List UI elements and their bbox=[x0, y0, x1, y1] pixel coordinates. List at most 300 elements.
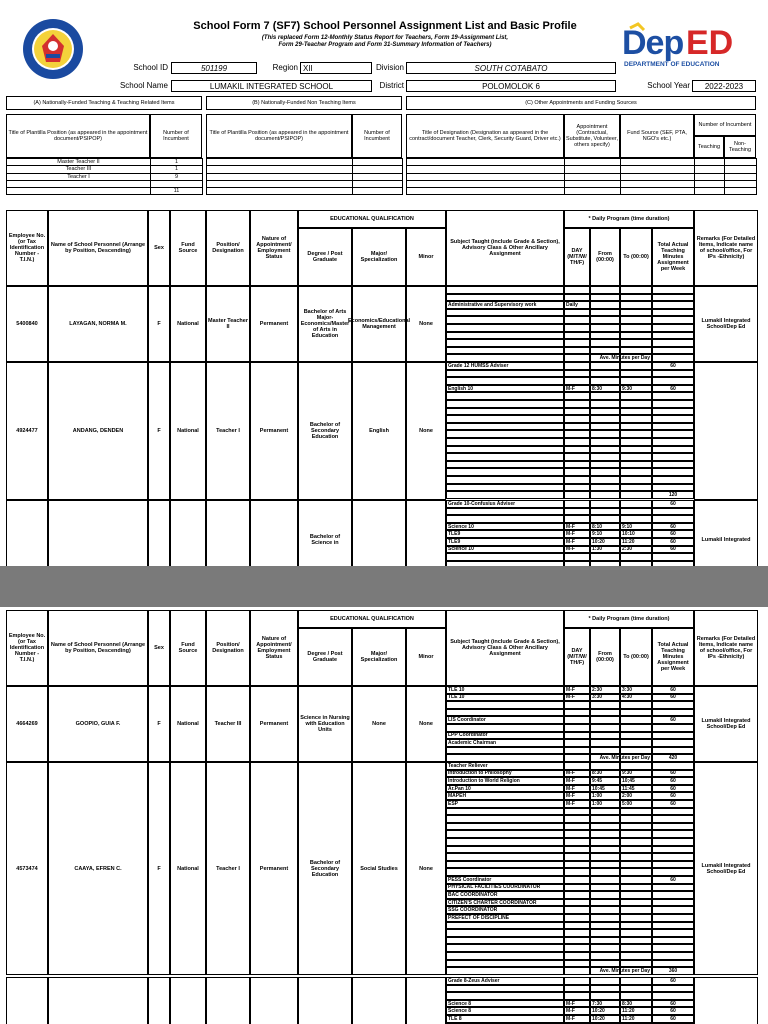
schedule-to: 11:20 bbox=[620, 1015, 652, 1023]
col-position: Position/ Designation bbox=[206, 210, 250, 286]
schedule-minutes bbox=[652, 922, 694, 930]
schedule-minutes bbox=[652, 739, 694, 747]
schedule-to bbox=[620, 461, 652, 469]
schedule-from bbox=[590, 884, 620, 892]
schedule-subject: BAC COORDINATOR bbox=[446, 891, 564, 899]
schedule-day bbox=[564, 914, 590, 922]
schedule-subject bbox=[446, 324, 564, 332]
schedule-to bbox=[620, 377, 652, 385]
school-name-label: School Name bbox=[119, 81, 168, 90]
schedule-day: M-F bbox=[564, 1000, 590, 1008]
schedule-minutes: 60 bbox=[652, 1007, 694, 1015]
schedule-to bbox=[620, 823, 652, 831]
schedule-day bbox=[564, 808, 590, 816]
personnel-nature bbox=[250, 500, 298, 566]
schedule-from bbox=[590, 838, 620, 846]
schedule-to bbox=[620, 716, 652, 724]
schedule-day bbox=[564, 716, 590, 724]
schedule-subject bbox=[446, 838, 564, 846]
schedule-day bbox=[564, 985, 590, 993]
schedule-day: M-F bbox=[564, 792, 590, 800]
summary-row bbox=[7, 166, 203, 173]
personnel-degree: Bachelor of Arts Major-Economics/Master of Arts in Education bbox=[298, 286, 352, 362]
schedule-from bbox=[590, 294, 620, 302]
personnel-nature: Permanent bbox=[250, 686, 298, 762]
summary-c-col4: Number of Incumbent bbox=[694, 114, 756, 136]
personnel-position: Teacher I bbox=[206, 362, 250, 500]
schedule-to: 9:10 bbox=[620, 523, 652, 531]
schedule-from bbox=[590, 868, 620, 876]
schedule-day bbox=[564, 392, 590, 400]
schedule-to bbox=[620, 868, 652, 876]
schedule-day bbox=[564, 453, 590, 461]
schedule-minutes: 60 bbox=[652, 362, 694, 370]
schedule-minutes: 60 bbox=[652, 500, 694, 508]
average-minutes-value: 360 bbox=[652, 967, 694, 975]
schedule-minutes bbox=[652, 476, 694, 484]
schedule-subject bbox=[446, 944, 564, 952]
schedule-subject bbox=[446, 952, 564, 960]
personnel-minor: None bbox=[406, 686, 446, 762]
col-fund-source: Fund Source bbox=[170, 210, 206, 286]
schedule-to bbox=[620, 985, 652, 993]
schedule-day bbox=[564, 747, 590, 755]
schedule-from: 8:30 bbox=[590, 770, 620, 778]
school-year-field[interactable]: 2022-2023 bbox=[692, 80, 756, 92]
summary-position-title: Teacher III bbox=[7, 166, 151, 173]
schedule-from bbox=[590, 515, 620, 523]
schedule-from bbox=[590, 922, 620, 930]
division-field[interactable]: SOUTH COTABATO bbox=[406, 62, 616, 74]
schedule-to bbox=[620, 815, 652, 823]
personnel-remarks: Lumakil Integrated School/Dep Ed bbox=[694, 686, 758, 762]
personnel-name: GOOPIO, GUIA F. bbox=[48, 686, 148, 762]
schedule-to bbox=[620, 853, 652, 861]
schedule-from bbox=[590, 891, 620, 899]
schedule-day bbox=[564, 294, 590, 302]
personnel-remarks bbox=[694, 977, 758, 1024]
schedule-day bbox=[564, 992, 590, 1000]
schedule-from bbox=[590, 339, 620, 347]
personnel-minor bbox=[406, 977, 446, 1024]
schedule-minutes bbox=[652, 830, 694, 838]
schedule-from: 8:30 bbox=[590, 385, 620, 393]
schedule-day bbox=[564, 515, 590, 523]
summary-row bbox=[407, 173, 757, 180]
personnel-name: LAYAGAN, NORMA M. bbox=[48, 286, 148, 362]
schedule-from bbox=[590, 906, 620, 914]
schedule-to bbox=[620, 906, 652, 914]
schedule-subject bbox=[446, 922, 564, 930]
schedule-to bbox=[620, 747, 652, 755]
schedule-minutes: 60 bbox=[652, 538, 694, 546]
schedule-to bbox=[620, 294, 652, 302]
schedule-day bbox=[564, 362, 590, 370]
schedule-to bbox=[620, 884, 652, 892]
schedule-day bbox=[564, 286, 590, 294]
school-year-label: School Year bbox=[647, 81, 690, 90]
district-field[interactable]: POLOMOLOK 6 bbox=[406, 80, 616, 92]
col-subject: Subject Taught (include Grade & Section), Advisory Class & Other Ancillary Assignment bbox=[446, 210, 564, 286]
schedule-from bbox=[590, 362, 620, 370]
schedule-to bbox=[620, 430, 652, 438]
schedule-from bbox=[590, 823, 620, 831]
personnel-position: Master Teacher II bbox=[206, 286, 250, 362]
schedule-minutes: 60 bbox=[652, 385, 694, 393]
region-field[interactable]: XII bbox=[300, 62, 372, 74]
schedule-day bbox=[564, 701, 590, 709]
schedule-day: M-F bbox=[564, 523, 590, 531]
schedule-minutes bbox=[652, 515, 694, 523]
summary-b-col1: Title of Plantilla Position (as appeared in the appointment document/PSIPOP) bbox=[206, 114, 352, 158]
personnel-minor: None bbox=[406, 286, 446, 362]
form-title: School Form 7 (SF7) School Personnel Assignment List and Basic Profile bbox=[193, 20, 577, 32]
schedule-from bbox=[590, 476, 620, 484]
summary-row bbox=[407, 159, 757, 166]
personnel-name bbox=[48, 977, 148, 1024]
schedule-subject: Academic Chairman bbox=[446, 739, 564, 747]
schedule-day bbox=[564, 709, 590, 717]
schedule-to bbox=[620, 762, 652, 770]
summary-row bbox=[207, 188, 403, 195]
schedule-from bbox=[590, 491, 620, 499]
form-note-2: Form 29-Teacher Program and Form 31-Summary Information of Teachers) bbox=[278, 42, 492, 48]
schedule-day: M-F bbox=[564, 385, 590, 393]
schedule-day bbox=[564, 868, 590, 876]
schedule-from bbox=[590, 453, 620, 461]
schedule-from bbox=[590, 985, 620, 993]
schedule-from bbox=[590, 739, 620, 747]
schedule-subject bbox=[446, 985, 564, 993]
schedule-subject bbox=[446, 415, 564, 423]
schedule-day: Daily bbox=[564, 301, 590, 309]
schedule-minutes bbox=[652, 316, 694, 324]
schedule-subject bbox=[446, 846, 564, 854]
personnel-degree: Bachelor of Science in bbox=[298, 500, 352, 566]
schedule-from: 10:20 bbox=[590, 1015, 620, 1023]
schedule-to bbox=[620, 861, 652, 869]
schedule-subject bbox=[446, 861, 564, 869]
schedule-minutes bbox=[652, 952, 694, 960]
personnel-major: Social Studies bbox=[352, 762, 406, 975]
summary-row bbox=[207, 159, 403, 166]
schedule-day bbox=[564, 861, 590, 869]
personnel-fund-source: National bbox=[170, 686, 206, 762]
schedule-day bbox=[564, 309, 590, 317]
schedule-to bbox=[620, 508, 652, 516]
personnel-name bbox=[48, 500, 148, 566]
schedule-minutes bbox=[652, 324, 694, 332]
schedule-to bbox=[620, 286, 652, 294]
schedule-day bbox=[564, 922, 590, 930]
schedule-subject: Science 10 bbox=[446, 523, 564, 531]
schedule-subject bbox=[446, 508, 564, 516]
schedule-day: M-F bbox=[564, 686, 590, 694]
schedule-minutes bbox=[652, 438, 694, 446]
schedule-to bbox=[620, 339, 652, 347]
summary-c-col1: Title of Designation (Designation as appeared in the contract/document Teacher, Clerk, Security Guard, Driver etc.) bbox=[406, 114, 564, 158]
schedule-from bbox=[590, 960, 620, 968]
schedule-subject bbox=[446, 808, 564, 816]
schedule-day bbox=[564, 370, 590, 378]
schedule-day bbox=[564, 430, 590, 438]
schedule-day bbox=[564, 324, 590, 332]
summary-row bbox=[207, 180, 403, 187]
schedule-from bbox=[590, 716, 620, 724]
summary-a-col2: Number of Incumbent bbox=[150, 114, 202, 158]
schedule-day bbox=[564, 461, 590, 469]
schedule-minutes bbox=[652, 339, 694, 347]
personnel-sex: F bbox=[148, 362, 170, 500]
summary-row bbox=[207, 173, 403, 180]
schedule-minutes: 60 bbox=[652, 686, 694, 694]
average-minutes-label: Ave. Minutes per Day bbox=[446, 754, 652, 762]
summary-row bbox=[7, 173, 203, 180]
schedule-subject bbox=[446, 561, 564, 566]
schedule-to bbox=[620, 400, 652, 408]
col-fund-source: Fund Source bbox=[170, 610, 206, 686]
schedule-from bbox=[590, 286, 620, 294]
schedule-minutes bbox=[652, 868, 694, 876]
schedule-to: 3:30 bbox=[620, 686, 652, 694]
schedule-to bbox=[620, 701, 652, 709]
schedule-subject bbox=[446, 453, 564, 461]
schedule-to: 4:30 bbox=[620, 694, 652, 702]
schedule-day bbox=[564, 553, 590, 561]
schedule-to bbox=[620, 876, 652, 884]
schedule-minutes bbox=[652, 453, 694, 461]
personnel-remarks: Lumakil Integrated bbox=[694, 500, 758, 566]
summary-row bbox=[7, 180, 203, 187]
schedule-from: 9:45 bbox=[590, 777, 620, 785]
school-id-field[interactable]: 501199 bbox=[171, 62, 257, 74]
schedule-minutes: 60 bbox=[652, 530, 694, 538]
schedule-minutes: 60 bbox=[652, 777, 694, 785]
schedule-subject bbox=[446, 515, 564, 523]
schedule-day bbox=[564, 739, 590, 747]
schedule-to bbox=[620, 561, 652, 566]
schedule-to bbox=[620, 992, 652, 1000]
schedule-day bbox=[564, 347, 590, 355]
schedule-minutes bbox=[652, 461, 694, 469]
schedule-subject: Grade 10-Confusius Adviser bbox=[446, 500, 564, 508]
personnel-position: Teacher III bbox=[206, 686, 250, 762]
schedule-from bbox=[590, 392, 620, 400]
schedule-to bbox=[620, 515, 652, 523]
schedule-to bbox=[620, 301, 652, 309]
schedule-minutes bbox=[652, 899, 694, 907]
schedule-to: 11:45 bbox=[620, 785, 652, 793]
schedule-to bbox=[620, 891, 652, 899]
schedule-subject: TLE9 bbox=[446, 530, 564, 538]
schedule-day bbox=[564, 952, 590, 960]
schedule-subject: Grade 8-Zeus Adviser bbox=[446, 977, 564, 985]
school-name-field[interactable]: LUMAKIL INTEGRATED SCHOOL bbox=[171, 80, 372, 92]
schedule-to: 10:10 bbox=[620, 530, 652, 538]
schedule-subject bbox=[446, 309, 564, 317]
schedule-subject bbox=[446, 446, 564, 454]
schedule-subject: PESS Coordinator bbox=[446, 876, 564, 884]
form-page-2 bbox=[0, 607, 768, 1024]
personnel-position bbox=[206, 977, 250, 1024]
division-label: Division bbox=[375, 63, 404, 72]
schedule-minutes: 60 bbox=[652, 1000, 694, 1008]
personnel-name: CAAYA, EFREN C. bbox=[48, 762, 148, 975]
schedule-to bbox=[620, 500, 652, 508]
schedule-to bbox=[620, 739, 652, 747]
schedule-from: 7:30 bbox=[590, 1000, 620, 1008]
schedule-minutes bbox=[652, 846, 694, 854]
schedule-subject bbox=[446, 815, 564, 823]
schedule-day: M-F bbox=[564, 1007, 590, 1015]
schedule-to bbox=[620, 838, 652, 846]
schedule-minutes bbox=[652, 408, 694, 416]
schedule-minutes: 60 bbox=[652, 770, 694, 778]
schedule-from bbox=[590, 561, 620, 566]
schedule-from bbox=[590, 377, 620, 385]
schedule-from: 10:20 bbox=[590, 1007, 620, 1015]
schedule-subject bbox=[446, 294, 564, 302]
schedule-to: 9:30 bbox=[620, 385, 652, 393]
personnel-remarks bbox=[694, 362, 758, 500]
schedule-from bbox=[590, 324, 620, 332]
col-sex: Sex bbox=[148, 210, 170, 286]
schedule-day bbox=[564, 906, 590, 914]
schedule-day bbox=[564, 815, 590, 823]
col-subject: Subject Taught (include Grade & Section), Advisory Class & Other Ancillary Assignment bbox=[446, 610, 564, 686]
schedule-from bbox=[590, 952, 620, 960]
schedule-from bbox=[590, 332, 620, 340]
schedule-day bbox=[564, 377, 590, 385]
summary-incumbent-count: 9 bbox=[151, 173, 203, 180]
schedule-minutes bbox=[652, 853, 694, 861]
schedule-subject bbox=[446, 438, 564, 446]
schedule-to bbox=[620, 724, 652, 732]
schedule-subject bbox=[446, 709, 564, 717]
schedule-to bbox=[620, 316, 652, 324]
schedule-subject: LIS Coordinator bbox=[446, 716, 564, 724]
schedule-subject: Ar.Pan 10 bbox=[446, 785, 564, 793]
schedule-to bbox=[620, 732, 652, 740]
average-minutes-value bbox=[652, 354, 694, 362]
schedule-from bbox=[590, 316, 620, 324]
schedule-minutes: 120 bbox=[652, 491, 694, 499]
schedule-to bbox=[620, 438, 652, 446]
schedule-to: 2:30 bbox=[620, 546, 652, 554]
schedule-subject bbox=[446, 484, 564, 492]
schedule-minutes bbox=[652, 377, 694, 385]
schedule-from bbox=[590, 309, 620, 317]
schedule-day bbox=[564, 316, 590, 324]
personnel-sex: F bbox=[148, 686, 170, 762]
summary-b-title: (B) Nationally-Funded Non Teaching Items bbox=[206, 96, 402, 110]
col-minor: Minor bbox=[406, 228, 446, 286]
schedule-subject: Science 8 bbox=[446, 1000, 564, 1008]
personnel-sex bbox=[148, 977, 170, 1024]
schedule-day bbox=[564, 838, 590, 846]
schedule-from bbox=[590, 815, 620, 823]
schedule-subject bbox=[446, 430, 564, 438]
average-minutes-value: 420 bbox=[652, 754, 694, 762]
schedule-to bbox=[620, 446, 652, 454]
schedule-from bbox=[590, 899, 620, 907]
col-degree: Degree / Post Graduate bbox=[298, 628, 352, 686]
schedule-day bbox=[564, 339, 590, 347]
schedule-minutes bbox=[652, 430, 694, 438]
schedule-minutes bbox=[652, 294, 694, 302]
schedule-from bbox=[590, 461, 620, 469]
schedule-minutes bbox=[652, 762, 694, 770]
col-major: Major/ Specialization bbox=[352, 228, 406, 286]
schedule-subject bbox=[446, 370, 564, 378]
schedule-to bbox=[620, 392, 652, 400]
schedule-day bbox=[564, 484, 590, 492]
schedule-subject bbox=[446, 400, 564, 408]
schedule-subject: TLE 10 bbox=[446, 694, 564, 702]
schedule-from bbox=[590, 508, 620, 516]
schedule-day bbox=[564, 561, 590, 566]
region-label: Region bbox=[272, 63, 298, 72]
svg-text:ED: ED bbox=[686, 24, 734, 62]
col-remarks: Remarks (For Detailed Items, Indicate name of school/office, For IPs -Ethnicity) bbox=[694, 610, 758, 686]
schedule-subject bbox=[446, 332, 564, 340]
schedule-subject bbox=[446, 461, 564, 469]
summary-row bbox=[7, 159, 203, 166]
schedule-day bbox=[564, 408, 590, 416]
schedule-subject bbox=[446, 929, 564, 937]
schedule-from bbox=[590, 747, 620, 755]
summary-row bbox=[407, 180, 757, 187]
summary-position-title: Master Teacher II bbox=[7, 159, 151, 166]
schedule-subject: Science 8 bbox=[446, 1007, 564, 1015]
schedule-day bbox=[564, 899, 590, 907]
personnel-sex: F bbox=[148, 286, 170, 362]
personnel-position bbox=[206, 500, 250, 566]
schedule-day: M-F bbox=[564, 800, 590, 808]
col-sex: Sex bbox=[148, 610, 170, 686]
personnel-major: English bbox=[352, 362, 406, 500]
personnel-name: ANDANG, DENDEN bbox=[48, 362, 148, 500]
employee-no: 5400840 bbox=[6, 286, 48, 362]
deped-seal-logo bbox=[22, 18, 84, 80]
schedule-from bbox=[590, 977, 620, 985]
schedule-minutes bbox=[652, 808, 694, 816]
schedule-from bbox=[590, 301, 620, 309]
schedule-subject: Teacher Reliever bbox=[446, 762, 564, 770]
summary-c-col4a: Teaching bbox=[694, 136, 724, 158]
schedule-day: M-F bbox=[564, 530, 590, 538]
col-from: From (00:00) bbox=[590, 628, 620, 686]
schedule-subject bbox=[446, 392, 564, 400]
personnel-major: Economics/Educational Management bbox=[352, 286, 406, 362]
schedule-minutes bbox=[652, 392, 694, 400]
district-label: District bbox=[379, 81, 404, 90]
schedule-minutes bbox=[652, 701, 694, 709]
col-day: DAY (M/T/W/ TH/F) bbox=[564, 228, 590, 286]
schedule-from bbox=[590, 701, 620, 709]
schedule-from bbox=[590, 830, 620, 838]
schedule-to bbox=[620, 484, 652, 492]
schedule-day bbox=[564, 823, 590, 831]
schedule-day bbox=[564, 977, 590, 985]
schedule-minutes bbox=[652, 484, 694, 492]
schedule-from: 3:30 bbox=[590, 694, 620, 702]
schedule-day bbox=[564, 944, 590, 952]
summary-a-title: (A) Nationally-Funded Teaching & Teaching Related Items bbox=[6, 96, 202, 110]
schedule-from: 1:00 bbox=[590, 792, 620, 800]
personnel-nature bbox=[250, 977, 298, 1024]
schedule-minutes: 60 bbox=[652, 1015, 694, 1023]
